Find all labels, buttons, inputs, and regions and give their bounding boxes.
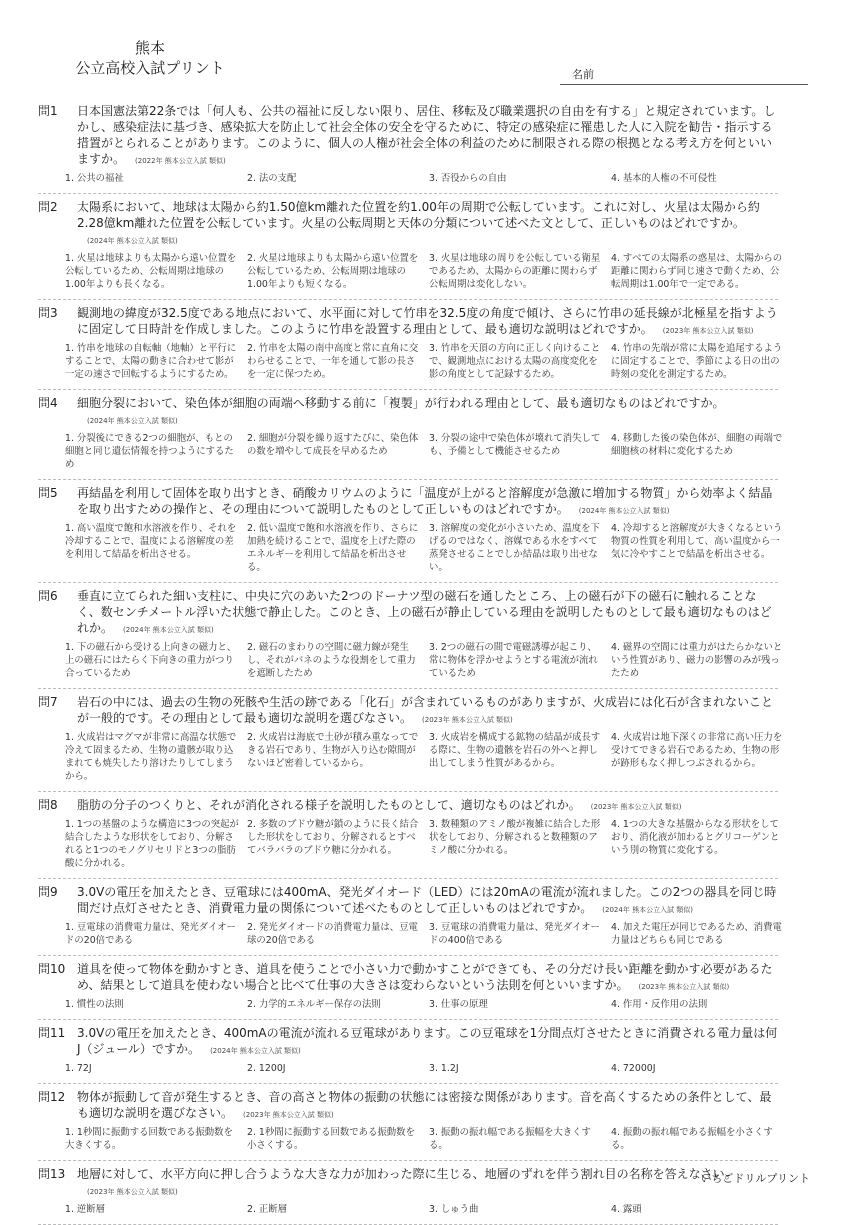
answer-choice[interactable]: 4. 移動した後の染色体が、細胞の両端で細胞核の材料に変化するため <box>611 433 783 457</box>
question-source: (2023年 熊本公立入試 類似) <box>590 803 682 811</box>
question-text <box>77 103 778 169</box>
question-number: 問4 <box>38 396 58 410</box>
question-text <box>77 797 778 815</box>
question-text <box>77 694 778 728</box>
answer-choice[interactable]: 4. 竹串の先端が常に太陽を追尾するように固定することで、季節による日の出の時刻の変化を測定するため。 <box>611 343 783 380</box>
answer-choice[interactable]: 3. 否役からの自由 <box>429 173 507 184</box>
question-body: 道具を使って物体を動かすとき、道具を使うことで小さい力で動かすことができても、その分だけ長い距離を動かす必要があるため、結果として道具を使わない場合と比べて仕事の大きさは変わらないという法則を何といいますか。 <box>77 962 773 992</box>
question-row <box>38 961 778 995</box>
answer-choice[interactable]: 2. 1200J <box>247 1063 286 1074</box>
answer-choice[interactable]: 4. 1つの大きな基盤からなる形状をしており、消化液が加わるとグリコーゲンという別の物質に変化する。 <box>611 819 780 856</box>
name-field[interactable] <box>560 64 808 85</box>
question-row <box>38 199 778 249</box>
question-block <box>38 98 778 194</box>
question-body: 日本国憲法第22条では「何人も、公共の福祉に反しない限り、居住、移転及び職業選択の自由を有する」と規定されています。しかし、感染症法に基づき、感染拡大を防止して社会全体の安全を守るために、特定の感染症に罹患した人に入院を勧告・指示する措置がとられることがあります。このように、個人の人権が社会全体の利益のために制限される際の根拠となる考え方を何といいますか。 <box>77 104 776 166</box>
choice-list <box>65 1203 778 1216</box>
answer-choice[interactable]: 1. 公共の福祉 <box>65 173 124 184</box>
question-source: (2024年 熊本公立入試 類似) <box>87 237 178 245</box>
question-block <box>38 1020 778 1084</box>
question-body: 3.0Vの電圧を加えたとき、400mAの電流が流れる豆電球があります。この豆電球を1分間点灯させたときに消費される電力量は何J（ジュール）ですか。 <box>77 1026 778 1056</box>
question-source: (2024年 熊本公立入試 類似) <box>87 417 178 425</box>
question-number: 問13 <box>38 1167 66 1181</box>
question-block <box>38 1161 778 1225</box>
answer-choice[interactable]: 3. 火星は地球の周りを公転している衛星であるため、太陽からの距離に関わらず公転周期は変化しない。 <box>429 253 601 290</box>
answer-choice[interactable]: 4. 基本的人権の不可侵性 <box>611 173 717 184</box>
question-row <box>38 694 778 728</box>
answer-choice[interactable]: 4. 露頭 <box>611 1204 642 1215</box>
question-number: 問3 <box>38 306 58 320</box>
question-body: 岩石の中には、過去の生物の死骸や生活の跡である「化石」が含まれているものがありますが、火成岩には化石が含まれないことが一般的です。その理由として最も適切な説明を選びなさい。 <box>77 695 774 725</box>
answer-choice[interactable]: 3. 火成岩を構成する鉱物の結晶が成長する際に、生物の遺骸を岩石の外へと押し出してしまう性質があるから。 <box>429 732 601 769</box>
question-body: 太陽系において、地球は太陽から約1.50億km離れた位置を約1.00年の周期で公転しています。これに対し、火星は太陽から約2.28億km離れた位置を公転しています。火星の公転周期と天体の分類について述べた文として、正しいものはどれですか。 <box>77 200 760 230</box>
question-body: 地層に対して、水平方向に押し合うような大きな力が加わった際に生じる、地層のずれを伴う割れ目の名称を答えなさい。 <box>77 1167 737 1181</box>
answer-choice[interactable]: 4. 作用・反作用の法則 <box>611 999 708 1010</box>
footer-brand: いちごドリルプリント <box>700 1172 810 1185</box>
answer-choice[interactable]: 1. 慣性の法則 <box>65 999 124 1010</box>
question-row <box>38 395 778 429</box>
question-source: (2024年 熊本公立入試 類似) <box>578 507 670 515</box>
question-row <box>38 1025 778 1059</box>
question-number: 問7 <box>38 695 58 709</box>
answer-choice[interactable]: 2. 正断層 <box>247 1204 288 1215</box>
answer-choice[interactable]: 1. 1秒間に振動する回数である振動数を大きくする。 <box>65 1127 233 1151</box>
question-row <box>38 485 778 519</box>
question-body: 再結晶を利用して固体を取り出すとき、硝酸カリウムのように「温度が上がると溶解度が急激に増加する物質」から効率よく結晶を取り出すための操作と、その理由について説明したものとして正しいものはどれですか。 <box>77 486 773 516</box>
answer-choice[interactable]: 1. 72J <box>65 1063 92 1074</box>
question-block <box>38 956 778 1020</box>
question-block <box>38 194 783 300</box>
question-source: (2024年 熊本公立入試 類似) <box>123 626 214 634</box>
question-text <box>77 588 778 638</box>
answer-choice[interactable]: 2. 力学的エネルギー保存の法則 <box>247 999 381 1010</box>
question-source: (2023年 熊本公立入試 類似) <box>662 327 754 335</box>
question-block <box>38 390 783 480</box>
question-number: 問11 <box>38 1026 66 1040</box>
question-row <box>38 1166 778 1200</box>
answer-choice[interactable]: 4. 72000J <box>611 1063 656 1074</box>
answer-choice[interactable]: 3. 仕事の原理 <box>429 999 488 1010</box>
question-source: (2022年 熊本公立入試 類似) <box>135 157 226 165</box>
question-list <box>38 98 783 1225</box>
question-row <box>38 305 778 339</box>
choice-list <box>65 172 778 185</box>
answer-choice[interactable]: 2. 竹串を太陽の南中高度と常に直角に交わらせることで、一年を通して影の長さを一定に保つため。 <box>247 343 419 380</box>
question-text <box>77 1166 778 1200</box>
question-text <box>77 305 778 339</box>
question-number: 問9 <box>38 885 58 899</box>
answer-choice[interactable]: 2. 磁石のまわりの空間に磁力線が発生し、それがバネのような役割をして重力を遮断したため <box>247 642 416 679</box>
question-source: (2023年 熊本公立入試 類似) <box>87 1188 178 1196</box>
answer-choice[interactable]: 1. 火星は地球よりも太陽から遠い位置を公転しているため、公転周期は地球の1.00年よりも長くなる。 <box>65 253 237 290</box>
question-text <box>77 884 778 918</box>
choice-list <box>65 998 778 1011</box>
question-number: 問1 <box>38 104 58 118</box>
choice-list <box>65 1126 778 1152</box>
question-row <box>38 1089 778 1123</box>
question-row <box>38 103 778 169</box>
answer-choice[interactable]: 2. 1秒間に振動する回数である振動数を小さくする。 <box>247 1127 415 1151</box>
answer-choice[interactable]: 3. 豆電球の消費電力量は、発光ダイオードの400倍である <box>429 922 600 946</box>
answer-choice[interactable]: 3. 分裂の途中で染色体が壊れて消失しても、予備として機能させるため <box>429 433 601 457</box>
answer-choice[interactable]: 4. 火成岩は地下深くの非常に高い圧力を受けてできる岩石であるため、生物の形が跡形もなく押しつぶされるから。 <box>611 732 783 769</box>
answer-choice[interactable]: 1. 竹串を地球の自転軸（地軸）と平行にすることで、太陽の動きに合わせて影が一定の速さで回転するようにするため。 <box>65 343 237 380</box>
choice-list <box>65 818 778 870</box>
answer-choice[interactable]: 1. 火成岩はマグマが非常に高温な状態で冷えて固まるため、生物の遺骸が取り込まれても焼失したり溶けたりしてしまうから。 <box>65 732 237 782</box>
answer-choice[interactable]: 4. 磁界の空間には重力がはたらかないという性質があり、磁力の影響のみが残ったため <box>611 642 783 679</box>
question-block <box>38 1084 778 1161</box>
question-body: 物体が振動して音が発生するとき、音の高さと物体の振動の状態には密接な関係があります。音を高くするための条件として、最も適切な説明を選びなさい。 <box>77 1090 772 1120</box>
question-text <box>77 395 778 429</box>
answer-choice[interactable]: 1. 豆電球の消費電力量は、発光ダイオードの20倍である <box>65 922 236 946</box>
choice-list <box>65 921 782 947</box>
question-source: (2024年 熊本公立入試 類似) <box>602 906 694 914</box>
question-text <box>77 961 778 995</box>
question-text <box>77 1025 778 1059</box>
question-body: 垂直に立てられた細い支柱に、中央に穴のあいた2つのドーナツ型の磁石を通したところ、上の磁石が下の磁石に触れることなく、数センチメートル浮いた状態で静止した。このとき、上の磁石が静止している理由を説明したものとして最も適切なものはどれか。 <box>77 589 772 635</box>
question-block <box>38 480 783 583</box>
answer-choice[interactable]: 1. 逆断層 <box>65 1204 106 1215</box>
question-number: 問5 <box>38 486 58 500</box>
choice-list <box>65 641 783 680</box>
answer-choice[interactable]: 2. 法の支配 <box>247 173 297 184</box>
answer-choice[interactable]: 4. 振動の振れ幅である振幅を小さくする。 <box>611 1127 773 1151</box>
answer-choice[interactable]: 2. 火成岩は海底で土砂が積み重なってできる岩石であり、生物が入り込む隙間がないほど密着しているから。 <box>247 732 419 769</box>
answer-choice[interactable]: 3. しゅう曲 <box>429 1204 479 1215</box>
question-row <box>38 588 778 638</box>
answer-choice[interactable]: 3. 数種類のアミノ酸が複雑に結合した形状をしており、分解されると数種類のアミノ酸に分かれる。 <box>429 819 601 856</box>
question-number: 問2 <box>38 200 58 214</box>
answer-choice[interactable]: 2. 発光ダイオードの消費電力量は、豆電球の20倍である <box>247 922 418 946</box>
choice-list <box>65 731 783 783</box>
region-label: 熊本 <box>134 39 165 57</box>
question-number: 問8 <box>38 798 58 812</box>
choice-list <box>65 522 783 574</box>
name-label: 名前 <box>572 68 594 81</box>
answer-choice[interactable]: 3. 2つの磁石の間で電磁誘導が起こり、常に物体を浮かせようとする電流が流れているため <box>429 642 598 679</box>
answer-choice[interactable]: 4. すべての太陽系の惑星は、太陽からの距離に関わらず同じ速さで動くため、公転周期は1.00年で一定である。 <box>611 253 783 290</box>
question-text <box>77 485 778 519</box>
answer-choice[interactable]: 4. 冷却すると溶解度が大きくなるという物質の性質を利用して、高い温度から一気に冷やすことで結晶を析出させる。 <box>611 523 783 560</box>
question-number: 問6 <box>38 589 58 603</box>
answer-choice[interactable]: 1. 1つの基盤のような構造に3つの突起が結合したような形状をしており、分解されると1つのモノグリセリドと3つの脂肪酸に分かれる。 <box>65 819 239 869</box>
choice-list <box>65 252 783 291</box>
answer-choice[interactable]: 2. 細胞が分裂を繰り返すたびに、染色体の数を増やして成長を早めるため <box>247 433 419 457</box>
question-row <box>38 884 778 918</box>
choice-list <box>65 342 783 381</box>
answer-choice[interactable]: 3. 1.2J <box>429 1063 459 1074</box>
question-body: 細胞分裂において、染色体が細胞の両端へ移動する前に「複製」が行われる理由として、最も適切なものはどれですか。 <box>77 396 725 410</box>
question-source: (2023年 熊本公立入試 類似) <box>422 716 513 724</box>
answer-choice[interactable]: 4. 加えた電圧が同じであるため、消費電力量はどちらも同じである <box>611 922 782 946</box>
question-source: (2023年 熊本公立入試 類似) <box>243 1111 334 1119</box>
question-text <box>77 199 778 249</box>
question-block <box>38 583 783 689</box>
question-source: (2024年 熊本公立入試 類似) <box>210 1047 301 1055</box>
question-source: (2023年 熊本公立入試 類似) <box>638 983 730 991</box>
question-body: 脂肪の分子のつくりと、それが消化される様子を説明したものとして、適切なものはどれか。 <box>77 798 581 812</box>
question-block <box>38 689 783 792</box>
answer-choice[interactable]: 3. 振動の振れ幅である振幅を大きくする。 <box>429 1127 591 1151</box>
answer-choice[interactable]: 3. 竹串を天頂の方向に正しく向けることで、観測地点における太陽の高度変化を影の角度として記録するため。 <box>429 343 601 380</box>
question-body: 3.0Vの電圧を加えたとき、豆電球には400mA、発光ダイオード（LED）には20mAの電流が流れました。この2つの器具を同じ時間だけ点灯させたとき、消費電力量の関係について述べたものとして正しいものはどれですか。 <box>77 885 777 915</box>
answer-choice[interactable]: 2. 火星は地球よりも太陽から遠い位置を公転しているため、公転周期は地球の1.00年よりも短くなる。 <box>247 253 419 290</box>
question-block <box>38 300 783 390</box>
answer-choice[interactable]: 2. 多数のブドウ糖が鎖のように長く結合した形状をしており、分解されるとすべてバラバラのブドウ糖に分かれる。 <box>247 819 419 856</box>
answer-choice[interactable]: 1. 下の磁石から受ける上向きの磁力と、上の磁石にはたらく下向きの重力がつり合っているため <box>65 642 237 679</box>
question-number: 問10 <box>38 962 66 976</box>
question-number: 問12 <box>38 1090 66 1104</box>
question-block <box>38 879 782 956</box>
answer-choice[interactable]: 2. 低い温度で飽和水溶液を作り、さらに加熱を続けることで、温度を上げた際のエネルギーを利用して結晶を析出させる。 <box>247 523 419 573</box>
answer-choice[interactable]: 1. 分裂後にできる2つの細胞が、もとの細胞と同じ遺伝情報を持つようにするため <box>65 433 234 470</box>
answer-choice[interactable]: 3. 溶解度の変化が小さいため、温度を下げるのではなく、溶媒である水をすべて蒸発させることでしか結晶は取り出せない。 <box>429 523 600 573</box>
answer-choice[interactable]: 1. 高い温度で飽和水溶液を作り、それを冷却することで、温度による溶解度の差を利用して結晶を析出させる。 <box>65 523 237 560</box>
title-label: 公立高校入試プリント <box>75 59 225 77</box>
question-text <box>77 1089 778 1123</box>
print-title <box>60 38 240 78</box>
question-row <box>38 797 778 815</box>
choice-list <box>65 432 783 471</box>
question-block <box>38 792 778 879</box>
choice-list <box>65 1062 778 1075</box>
question-body: 観測地の緯度が32.5度である地点において、水平面に対して竹串を32.5度の角度で傾け、さらに竹串の延長線が北極星を指すように固定して日時計を作成しました。このように竹串を設置する理由として、最も適切な説明はどれですか。 <box>77 306 778 336</box>
